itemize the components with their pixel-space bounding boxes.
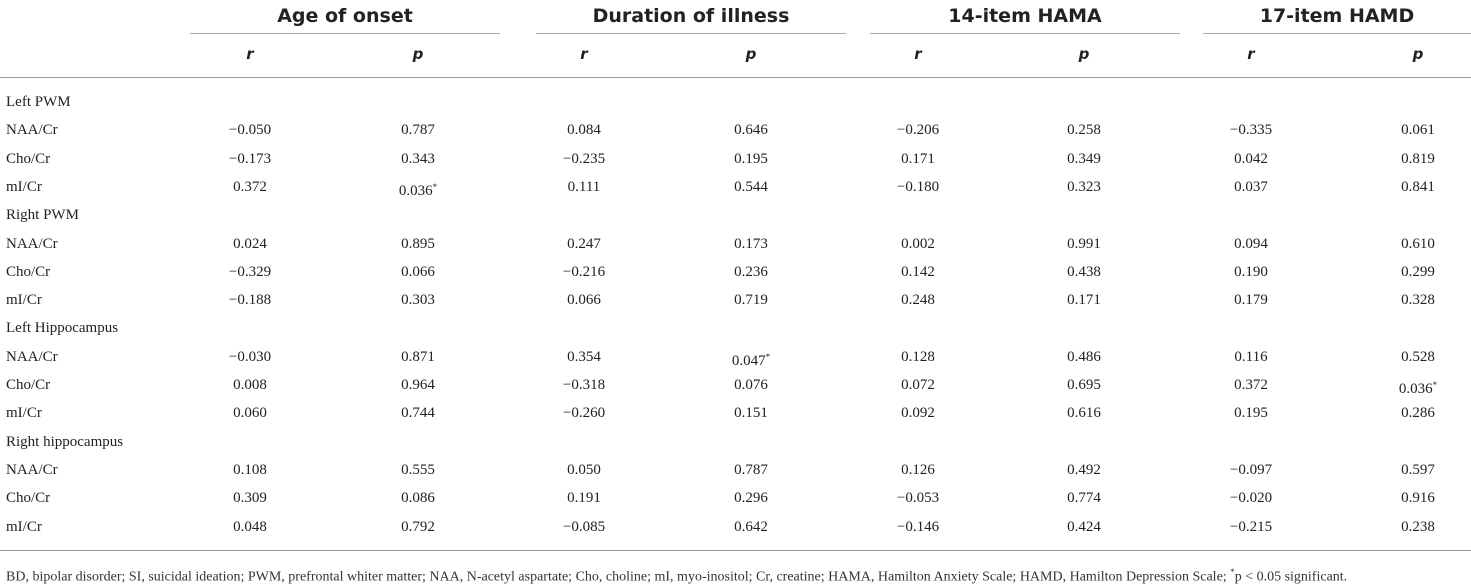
cell-value: 0.047 — [731, 352, 766, 369]
p-value-cell — [373, 371, 463, 399]
table-row — [0, 343, 1471, 371]
r-value-cell — [539, 173, 629, 201]
p-value-cell — [706, 484, 796, 512]
section-label: Right PWM — [6, 207, 79, 224]
group-header-duration-of-illness: Duration of illness — [592, 5, 790, 27]
r-value-cell — [873, 343, 963, 371]
cell-value: 0.819 — [1401, 150, 1435, 167]
row-label: NAA/Cr — [6, 348, 58, 365]
group-header-hamd: 17-item HAMD — [1259, 5, 1415, 27]
significance-mark: * — [1432, 380, 1438, 390]
cell-value: 0.258 — [1067, 122, 1101, 139]
cell-value: −0.188 — [228, 292, 272, 309]
cell-value: −0.020 — [1229, 490, 1273, 507]
bottom-rule — [0, 550, 1471, 551]
table-row — [0, 286, 1471, 314]
p-value-cell — [373, 456, 463, 484]
r-value-cell — [205, 116, 295, 144]
cell-value: 0.323 — [1067, 178, 1101, 195]
r-value-cell — [539, 484, 629, 512]
cell-value: −0.173 — [228, 150, 272, 167]
cell-value: 0.086 — [401, 490, 435, 507]
r-value-cell — [873, 173, 963, 201]
r-value-cell — [873, 258, 963, 286]
p-value-cell — [1039, 399, 1129, 427]
r-value-cell — [539, 258, 629, 286]
row-label: Cho/Cr — [6, 263, 51, 280]
p-value-cell — [706, 116, 796, 144]
cell-value: 0.050 — [567, 461, 601, 478]
cell-value: −0.235 — [562, 150, 606, 167]
cell-value: 0.774 — [1067, 490, 1101, 507]
cell-value: 0.126 — [901, 461, 935, 478]
table-row — [0, 230, 1471, 258]
cell-value: 0.610 — [1401, 235, 1435, 252]
r-value-cell — [539, 116, 629, 144]
p-value-cell — [373, 343, 463, 371]
group-rule — [870, 33, 1180, 34]
section-row — [0, 201, 1471, 229]
section-label: Right hippocampus — [6, 433, 124, 450]
cell-value: 0.060 — [233, 405, 267, 422]
cell-value: 0.236 — [734, 263, 768, 280]
cell-value: 0.191 — [567, 490, 601, 507]
p-value-cell — [1039, 286, 1129, 314]
significance-mark: * — [432, 181, 438, 192]
r-value-cell — [1206, 343, 1296, 371]
p-value-cell — [1039, 513, 1129, 541]
p-value-cell — [373, 145, 463, 173]
p-value-cell — [373, 513, 463, 541]
cell-value: −0.260 — [562, 405, 606, 422]
cell-value: 0.792 — [401, 518, 435, 535]
p-value-cell — [1039, 173, 1129, 201]
footnote-mark: * — [1230, 567, 1235, 577]
r-value-cell — [205, 513, 295, 541]
p-value-cell — [706, 258, 796, 286]
r-value-cell — [873, 145, 963, 173]
header-rule — [0, 77, 1471, 78]
section-label: Left PWM — [6, 94, 71, 110]
cell-value: 0.128 — [901, 348, 935, 365]
cell-value: 0.871 — [401, 348, 435, 365]
r-value-cell — [873, 286, 963, 314]
cell-value: 0.616 — [1067, 405, 1101, 422]
subheader-r: r — [246, 45, 254, 63]
cell-value: 0.072 — [901, 377, 935, 393]
p-value-cell — [1373, 258, 1463, 286]
cell-value: −0.206 — [896, 122, 940, 139]
r-value-cell — [205, 258, 295, 286]
cell-value: 0.372 — [1234, 377, 1268, 393]
subheader-p: p — [1078, 45, 1090, 63]
p-value-cell — [373, 399, 463, 427]
cell-value: 0.036 — [398, 182, 433, 199]
p-value-cell — [1373, 173, 1463, 201]
subheader-p: p — [745, 45, 757, 63]
r-value-cell — [205, 286, 295, 314]
r-value-cell — [539, 230, 629, 258]
r-value-cell — [1206, 258, 1296, 286]
cell-value: 0.642 — [734, 518, 768, 535]
cell-value: −0.180 — [896, 178, 940, 195]
cell-value: 0.076 — [734, 377, 768, 393]
r-value-cell — [539, 343, 629, 371]
cell-value: 0.195 — [1234, 405, 1268, 422]
table-row — [0, 258, 1471, 286]
row-label: mI/Cr — [6, 518, 42, 535]
cell-value: −0.030 — [228, 348, 272, 365]
cell-value: 0.084 — [567, 122, 601, 139]
r-value-cell — [1206, 286, 1296, 314]
r-value-cell — [205, 343, 295, 371]
cell-value: 0.042 — [1234, 150, 1268, 167]
cell-value: 0.787 — [734, 461, 768, 478]
cell-value: 0.343 — [401, 150, 435, 167]
cell-value: 0.171 — [1067, 292, 1101, 309]
cell-value: 0.438 — [1067, 263, 1101, 280]
p-value-cell — [706, 371, 796, 399]
cell-value: 0.248 — [901, 292, 935, 309]
cell-value: 0.354 — [567, 348, 601, 365]
cell-value: 0.094 — [1234, 235, 1268, 252]
cell-value: −0.318 — [562, 377, 606, 393]
p-value-cell — [1373, 513, 1463, 541]
p-value-cell — [373, 258, 463, 286]
cell-value: 0.744 — [401, 405, 435, 422]
r-value-cell — [205, 145, 295, 173]
p-value-cell — [373, 116, 463, 144]
footnote-tail: p < 0.05 significant. — [1234, 569, 1348, 585]
cell-value: 0.787 — [401, 122, 435, 139]
cell-value: 0.171 — [901, 150, 935, 167]
table-row — [0, 145, 1471, 173]
cell-value: 0.238 — [1401, 518, 1435, 535]
r-value-cell — [205, 399, 295, 427]
r-value-cell — [1206, 484, 1296, 512]
r-value-cell — [539, 399, 629, 427]
cell-value: −0.215 — [1229, 518, 1273, 535]
p-value-cell — [1373, 484, 1463, 512]
r-value-cell — [205, 484, 295, 512]
r-value-cell — [873, 116, 963, 144]
subheader-r: r — [914, 45, 922, 63]
cell-value: 0.486 — [1067, 348, 1101, 365]
cell-value: 0.116 — [1234, 348, 1268, 365]
r-value-cell — [873, 456, 963, 484]
row-label: mI/Cr — [6, 405, 42, 422]
r-value-cell — [205, 371, 295, 399]
p-value-cell — [1039, 343, 1129, 371]
cell-value: 0.719 — [734, 292, 768, 309]
cell-value: 0.036 — [1398, 381, 1433, 397]
table-row — [0, 116, 1471, 144]
p-value-cell — [1373, 145, 1463, 173]
row-label: mI/Cr — [6, 292, 42, 309]
table-row — [0, 456, 1471, 484]
r-value-cell — [1206, 116, 1296, 144]
group-rule — [190, 33, 500, 34]
section-row — [0, 88, 1471, 116]
p-value-cell — [706, 286, 796, 314]
cell-value: 0.190 — [1234, 263, 1268, 280]
p-value-cell — [373, 230, 463, 258]
p-value-cell — [1373, 371, 1463, 403]
p-value-cell — [373, 484, 463, 512]
cell-value: 0.151 — [734, 405, 768, 422]
group-rule — [1203, 33, 1471, 34]
r-value-cell — [873, 230, 963, 258]
cell-value: 0.066 — [401, 263, 435, 280]
cell-value: 0.195 — [734, 150, 768, 167]
table-row — [0, 399, 1471, 427]
p-value-cell — [706, 230, 796, 258]
cell-value: 0.424 — [1067, 518, 1101, 535]
p-value-cell — [706, 513, 796, 541]
p-value-cell — [706, 343, 796, 375]
cell-value: 0.597 — [1401, 461, 1435, 478]
r-value-cell — [873, 484, 963, 512]
p-value-cell — [1373, 456, 1463, 484]
cell-value: 0.991 — [1067, 235, 1101, 252]
cell-value: 0.964 — [401, 377, 435, 393]
p-value-cell — [1039, 145, 1129, 173]
p-value-cell — [706, 456, 796, 484]
cell-value: 0.247 — [567, 235, 601, 252]
row-label: Cho/Cr — [6, 377, 51, 393]
p-value-cell — [1039, 371, 1129, 399]
p-value-cell — [1373, 116, 1463, 144]
r-value-cell — [1206, 371, 1296, 399]
table-row — [0, 371, 1471, 399]
cell-value: 0.092 — [901, 405, 935, 422]
cell-value: 0.328 — [1401, 292, 1435, 309]
cell-value: −0.085 — [562, 518, 606, 535]
subheader-p: p — [412, 45, 424, 63]
p-value-cell — [373, 173, 463, 205]
cell-value: −0.329 — [228, 263, 272, 280]
section-row — [0, 314, 1471, 342]
cell-value: −0.053 — [896, 490, 940, 507]
cell-value: 0.108 — [233, 461, 267, 478]
cell-value: 0.309 — [233, 490, 267, 507]
cell-value: 0.008 — [233, 377, 267, 393]
cell-value: 0.142 — [901, 263, 935, 280]
group-header-age-of-onset: Age of onset — [277, 5, 413, 27]
group-rule — [536, 33, 846, 34]
p-value-cell — [1373, 399, 1463, 427]
row-label: NAA/Cr — [6, 235, 58, 252]
p-value-cell — [1039, 230, 1129, 258]
footnote-text: BD, bipolar disorder; SI, suicidal ideation; PWM, prefrontal whiter matter; NAA, N-acetyl aspartate; Cho, choline; mI, myo-inositol; Cr, creatine; HAMA, Hamilton Anxiety Scale; HAMD, Hamilton Depression Scale; — [6, 569, 1231, 585]
cell-value: 0.111 — [567, 178, 601, 195]
r-value-cell — [205, 173, 295, 201]
p-value-cell — [706, 399, 796, 427]
r-value-cell — [205, 230, 295, 258]
cell-value: 0.061 — [1401, 122, 1435, 139]
r-value-cell — [539, 286, 629, 314]
cell-value: 0.841 — [1401, 178, 1435, 195]
r-value-cell — [539, 145, 629, 173]
cell-value: 0.303 — [401, 292, 435, 309]
r-value-cell — [873, 371, 963, 399]
cell-value: 0.296 — [734, 490, 768, 507]
row-label: NAA/Cr — [6, 461, 58, 478]
cell-value: 0.555 — [401, 461, 435, 478]
row-label: mI/Cr — [6, 178, 42, 195]
r-value-cell — [1206, 173, 1296, 201]
p-value-cell — [706, 173, 796, 201]
cell-value: 0.372 — [233, 178, 267, 195]
subheader-r: r — [1247, 45, 1255, 63]
cell-value: −0.216 — [562, 263, 606, 280]
p-value-cell — [1373, 286, 1463, 314]
p-value-cell — [1039, 116, 1129, 144]
r-value-cell — [1206, 513, 1296, 541]
cell-value: 0.695 — [1067, 377, 1101, 393]
p-value-cell — [706, 145, 796, 173]
p-value-cell — [1373, 343, 1463, 371]
r-value-cell — [205, 456, 295, 484]
cell-value: −0.146 — [896, 518, 940, 535]
group-header-hama: 14-item HAMA — [948, 5, 1102, 27]
p-value-cell — [1039, 484, 1129, 512]
cell-value: 0.024 — [233, 235, 267, 252]
p-value-cell — [373, 286, 463, 314]
row-label: Cho/Cr — [6, 150, 51, 167]
cell-value: 0.528 — [1401, 348, 1435, 365]
cell-value: 0.066 — [567, 292, 601, 309]
cell-value: 0.916 — [1401, 490, 1435, 507]
row-label: NAA/Cr — [6, 122, 58, 139]
cell-value: −0.335 — [1229, 122, 1273, 139]
cell-value: 0.299 — [1401, 263, 1435, 280]
significance-mark: * — [765, 351, 771, 362]
subheader-p: p — [1412, 45, 1424, 63]
r-value-cell — [1206, 399, 1296, 427]
r-value-cell — [1206, 230, 1296, 258]
r-value-cell — [1206, 456, 1296, 484]
r-value-cell — [873, 399, 963, 427]
cell-value: 0.349 — [1067, 150, 1101, 167]
cell-value: 0.002 — [901, 235, 935, 252]
cell-value: 0.179 — [1234, 292, 1268, 309]
r-value-cell — [873, 513, 963, 541]
table-row — [0, 513, 1471, 541]
cell-value: −0.097 — [1229, 461, 1273, 478]
cell-value: 0.492 — [1067, 461, 1101, 478]
cell-value: 0.895 — [401, 235, 435, 252]
cell-value: 0.286 — [1401, 405, 1435, 422]
cell-value: 0.544 — [734, 178, 768, 195]
r-value-cell — [539, 456, 629, 484]
p-value-cell — [1373, 230, 1463, 258]
section-row — [0, 428, 1471, 456]
r-value-cell — [1206, 145, 1296, 173]
cell-value: 0.646 — [734, 122, 768, 139]
p-value-cell — [1039, 456, 1129, 484]
table-row — [0, 173, 1471, 201]
cell-value: 0.173 — [734, 235, 768, 252]
r-value-cell — [539, 371, 629, 399]
section-label: Left Hippocampus — [6, 320, 119, 337]
table-row — [0, 484, 1471, 512]
subheader-r: r — [580, 45, 588, 63]
cell-value: −0.050 — [228, 122, 272, 139]
cell-value: 0.048 — [233, 518, 267, 535]
table-footnote — [6, 563, 1347, 587]
p-value-cell — [1039, 258, 1129, 286]
cell-value: 0.037 — [1234, 178, 1268, 195]
row-label: Cho/Cr — [6, 490, 51, 507]
r-value-cell — [539, 513, 629, 541]
